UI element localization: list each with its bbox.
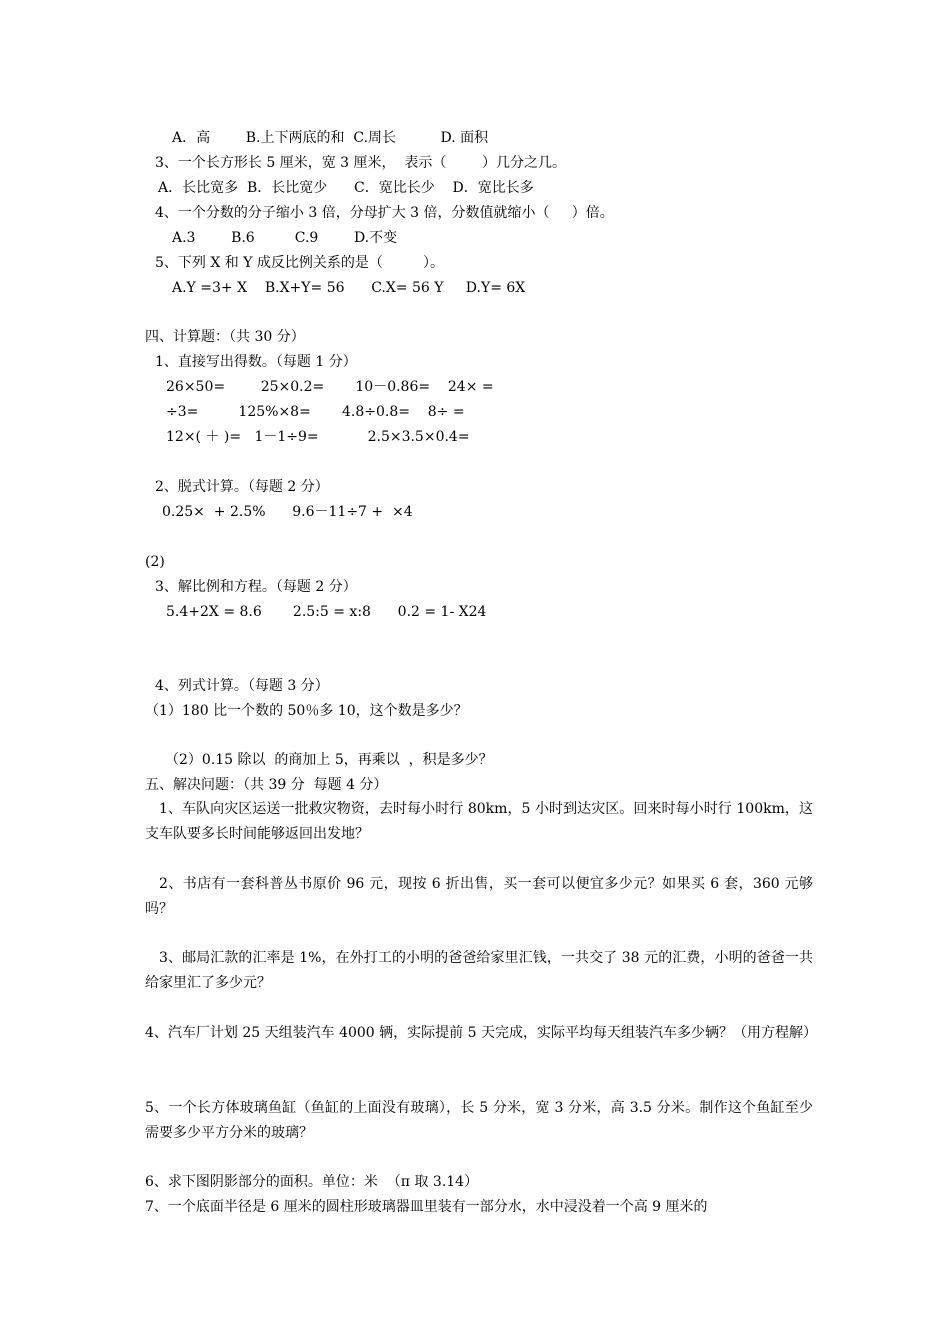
question-5: 5、下列 X 和 Y 成反比例关系的是（ ）。 xyxy=(155,255,444,271)
problem-6: 6、求下图阴影部分的面积。单位：米 （π 取 3.14） xyxy=(145,1174,479,1190)
section-4-heading: 四、计算题：（共 30 分） xyxy=(145,329,305,345)
calc-row-1: 26×50= 25×0.2= 10－0.86= 24× = xyxy=(166,379,494,395)
calc-row-3: 12×( ＋ )= 1－1÷9= 2.5×3.5×0.4= xyxy=(166,429,470,445)
problem-1: 1、车队向灾区运送一批救灾物资，去时每小时行 80km，5 小时到达灾区。回来时每小时行 100km，这支车队要多长时间能够返回出发地？ xyxy=(145,801,813,842)
sub-1-heading: 1、直接写出得数。（每题 1 分） xyxy=(155,354,357,370)
calc-row-2: ÷3= 125%×8= 4.8÷0.8= 8÷ = xyxy=(166,404,465,420)
q2-options: A．高 B.上下两底的和 C.周长 D. 面积 xyxy=(172,130,489,146)
item-2-label: (2) xyxy=(145,554,165,570)
sub-2-heading: 2、脱式计算。（每题 2 分） xyxy=(155,479,329,495)
problem-4: 4、汽车厂计划 25 天组装汽车 4000 辆，实际提前 5 天完成，实际平均每天组装汽车多少辆？（用方程解） xyxy=(145,1025,817,1041)
q5-options: A.Y =3+ X B.X+Y= 56 C.X= 56 Y D.Y= 6X xyxy=(172,280,526,296)
step-calc-row: 0.25× + 2.5% 9.6－11÷7 + ×4 xyxy=(162,504,413,520)
question-4: 4、一个分数的分子缩小 3 倍，分母扩大 3 倍，分数值就缩小（ ）倍。 xyxy=(155,205,614,221)
q3-options: A．长比宽多 B．长比宽少 C．宽比长少 D．宽比长多 xyxy=(158,180,534,196)
q4-options: A.3 B.6 C.9 D.不变 xyxy=(172,230,398,246)
sub-3-heading: 3、解比例和方程。（每题 2 分） xyxy=(155,579,357,595)
list-calc-2: （2）0.15 除以 的商加上 5，再乘以 ，积是多少？ xyxy=(165,752,493,768)
equation-row: 5.4+2X = 8.6 2.5:5 = x:8 0.2 = 1- X24 xyxy=(166,604,487,620)
sub-4-heading: 4、列式计算。（每题 3 分） xyxy=(155,678,329,694)
list-calc-1: （1）180 比一个数的 50％多 10，这个数是多少？ xyxy=(145,703,468,719)
problem-3: 3、邮局汇款的汇率是 1%，在外打工的小明的爸爸给家里汇钱，一共交了 38 元的汇费，小明的爸爸一共给家里汇了多少元？ xyxy=(145,950,813,991)
problem-2: 2、书店有一套科普丛书原价 96 元，现按 6 折出售，买一套可以便宜多少元？如果买 6 套，360 元够吗？ xyxy=(145,876,813,917)
problem-7: 7、一个底面半径是 6 厘米的圆柱形玻璃器皿里装有一部分水，水中浸没着一个高 9 厘米的 xyxy=(145,1199,708,1215)
problem-5: 5、一个长方体玻璃鱼缸（鱼缸的上面没有玻璃），长 5 分米，宽 3 分米，高 3.5 分米。制作这个鱼缸至少需要多少平方分米的玻璃？ xyxy=(145,1100,813,1141)
section-5-heading: 五、解决问题：（共 39 分 每题 4 分） xyxy=(145,777,388,793)
question-3: 3、一个长方形长 5 厘米，宽 3 厘米， 表示（ ）几分之几。 xyxy=(155,155,567,171)
